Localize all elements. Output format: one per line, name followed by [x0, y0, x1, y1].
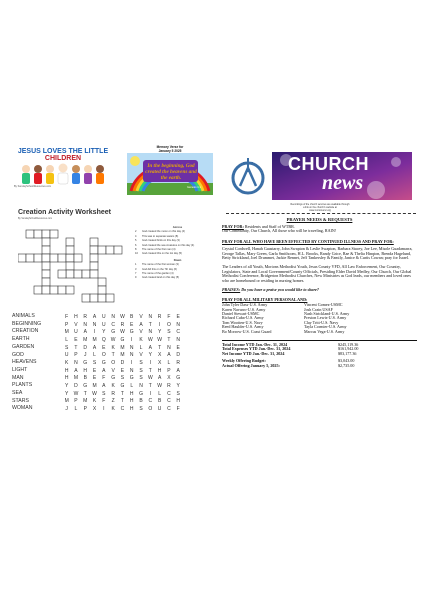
grid-row — [62, 405, 183, 413]
kids-graphic — [14, 148, 112, 188]
kids-caption: By SundaySchoolResources.com — [14, 185, 52, 188]
grid-letter: A — [148, 344, 152, 351]
grid-letter: D — [120, 359, 125, 366]
recording-credit — [236, 203, 404, 212]
down-clue — [135, 272, 220, 275]
grid-letter: T — [167, 336, 171, 343]
credit-line-2: a link on the church's website at — [303, 206, 337, 209]
grid-letter: E — [176, 344, 180, 351]
crossword-clues — [135, 226, 220, 281]
grid-row — [62, 390, 183, 398]
grid-letter: Q — [101, 336, 106, 343]
memory-verse-reference: Genesis 1:1 — [187, 186, 201, 189]
finance-value: $245,119.36 — [338, 341, 359, 347]
grid-letter: J — [65, 406, 68, 413]
down-clue — [135, 268, 220, 271]
clue-text: This was to separate waters (8) — [142, 234, 179, 238]
grid-letter: F — [167, 313, 171, 320]
grid-letter: K — [111, 383, 115, 390]
military-name: Preston Lewis-U.S. Army — [304, 315, 347, 321]
grid-letter: E — [102, 344, 106, 351]
grid-letter: C — [176, 329, 181, 336]
clue-text: God created this on the 1st day (5) — [142, 252, 182, 256]
memory-verse-heading — [125, 145, 215, 153]
grid-letter: D — [74, 383, 78, 390]
grid-letter: G — [129, 375, 134, 382]
illness-names: Crystal Cordwell, Hanah Guastarry, John Swapton & Leslie Swapton, Barbara Stacey, Joe Lee, Misole Guadamarra, George Tallas, Mary Green, Garla Smithcom, H.L. Brooks, Randy Grice, Rae & Thelia Hinqton, Brenda Hagelund, Betty Strickland, Joel Drummet, Jackie Rennet, Jeff Tankersley & Family, Janice & Curtis Cowan; pray for Israel. — [222, 245, 413, 261]
grid-letter: R — [111, 390, 115, 397]
grid-letter: T — [111, 352, 115, 359]
grid-letter: F — [102, 398, 106, 405]
grid-letter: S — [64, 344, 69, 351]
logo-word-church: CHURCH — [288, 154, 369, 174]
kids-title — [14, 148, 112, 162]
grid-letter: A — [102, 383, 106, 390]
grid-letter: G — [120, 336, 125, 343]
grid-letter: T — [148, 383, 152, 390]
grid-letter: A — [176, 367, 180, 374]
down-heading: Down — [173, 257, 182, 262]
grid-letter: F — [102, 375, 106, 382]
grid-letter: H — [129, 390, 134, 397]
clue-number: 1 — [135, 263, 137, 267]
military-list — [222, 303, 417, 334]
grid-letter: W — [73, 390, 79, 397]
grid-letter: R — [120, 321, 125, 328]
grid-letter: W — [147, 375, 153, 382]
word-list-item: GOD — [12, 351, 24, 358]
grid-letter: A — [139, 321, 143, 328]
grid-letter: W — [147, 336, 153, 343]
grid-letter: R — [167, 383, 171, 390]
grid-letter: B — [157, 398, 162, 405]
grid-letter: V — [111, 367, 115, 374]
word-list-item: MAN — [12, 374, 24, 381]
finance-table — [222, 340, 417, 369]
grid-letter: M — [92, 383, 97, 390]
grid-letter: O — [166, 321, 171, 328]
grid-letter: H — [64, 375, 69, 382]
grid-letter: M — [64, 398, 69, 405]
grid-letter: B — [130, 313, 134, 320]
grid-letter: G — [83, 359, 88, 366]
finance-row — [222, 364, 417, 369]
grid-row — [62, 344, 183, 352]
church-news-logo — [226, 150, 414, 202]
grid-letter: V — [74, 321, 78, 328]
word-list-item: EARTH — [12, 336, 30, 343]
grid-letter: L — [93, 352, 96, 359]
divider — [226, 213, 416, 214]
memory-verse-text: In the beginning, God created the heavens and the earth. — [145, 163, 197, 181]
grid-letter: C — [111, 321, 115, 328]
grid-letter: I — [93, 329, 96, 336]
memory-verse — [125, 145, 215, 200]
grid-letter: L — [74, 406, 78, 413]
finance-value: $83,177.36 — [338, 350, 357, 356]
grid-letter: U — [157, 406, 162, 413]
military-name: Richard Cuba-U.S. Army — [222, 315, 264, 321]
grid-letter: C — [167, 406, 171, 413]
grid-letter: P — [167, 367, 171, 374]
grid-letter: A — [167, 352, 171, 359]
military-name: Tayla Cormier-U.S. Army — [304, 324, 347, 330]
finance-label: Total Expenses YTD Jan.-Dec. 31, 2024 — [222, 346, 291, 352]
across-clues — [135, 230, 220, 255]
military-label: PRAY FOR ALL MILITARY PERSONAL AND: — [222, 297, 308, 303]
finance-value: $3,043.00 — [338, 358, 355, 364]
grid-letter: N — [167, 344, 171, 351]
grid-letter: E — [176, 313, 180, 320]
grid-letter: S — [139, 406, 143, 413]
illness-label: PRAY FOR ALL WHO HAVE BEEN EFFECTED BY CONTINUED ILLNESS AND PRAY FOR: — [222, 239, 394, 245]
grid-letter: U — [102, 321, 106, 328]
grid-letter: H — [64, 367, 69, 374]
grid-letter: Y — [64, 390, 69, 397]
military-name: Karen Navarro-U.S. Army — [222, 306, 266, 312]
grid-letter: I — [149, 390, 152, 397]
grid-letter: K — [139, 336, 143, 343]
praises-text: Do you have a praise you would like to share? — [240, 286, 319, 292]
grid-letter: M — [92, 336, 97, 343]
grid-letter: I — [149, 359, 152, 366]
military-name: Tom Wootten-U.S. Navy — [222, 319, 263, 325]
grid-row — [62, 336, 183, 344]
grid-letter: Y — [157, 329, 162, 336]
clue-number: 3 — [135, 267, 137, 271]
military-name: Nash Strickland-U.S. Army — [304, 310, 350, 316]
grid-letter: C — [148, 398, 153, 405]
word-list-item: STARS — [12, 397, 29, 404]
grid-letter: A — [83, 329, 87, 336]
grid-letter: H — [129, 398, 134, 405]
worksheet-title: Creation Activity Worksheet — [18, 209, 111, 216]
grid-row — [62, 398, 183, 406]
grid-letter: W — [157, 383, 162, 390]
grid-letter: S — [102, 390, 106, 397]
grid-letter: S — [176, 390, 180, 397]
grid-letter: T — [148, 367, 152, 374]
grid-letter: E — [92, 375, 97, 382]
military-name: Clay Tritt-U.S. Navy — [304, 319, 339, 325]
grid-letter: E — [92, 367, 97, 374]
praises-label: PRAISES: — [222, 286, 241, 292]
grid-letter: I — [103, 406, 105, 413]
clue-number: 7 — [135, 272, 137, 276]
grid-row — [62, 359, 183, 367]
word-list-item: GARDEN — [12, 343, 35, 350]
leaders-text: The Leaders of all Youth, Mortons Methodist Youth, Jesus County VFD, All Law Enforcement, Our Country, Legislators, State and Local Government/County Officials, Presiding Elder David Medley, Our Church, Our Global Methodist Conference, Bridgerton Methodist Churches, New Ministries as God leads, our members and loved ones who are homebound or residing in nursing homes. — [222, 263, 412, 284]
grid-row — [62, 351, 183, 359]
memory-verse-heading-line1: Memory Verse for — [156, 145, 184, 149]
grid-letter: K — [111, 344, 115, 351]
grid-row — [62, 382, 183, 390]
across-clue — [135, 235, 220, 238]
grid-letter: P — [74, 398, 78, 405]
grid-letter: N — [176, 336, 181, 343]
grid-letter: P — [74, 352, 78, 359]
grid-letter: N — [92, 321, 97, 328]
grid-letter: C — [167, 390, 171, 397]
memory-verse-banner — [127, 153, 213, 195]
clue-text: God created the moon on this day (4) — [142, 230, 185, 234]
grid-letter: C — [167, 398, 171, 405]
down-clue — [135, 263, 220, 266]
grid-letter: W — [92, 390, 97, 397]
kids-title-line2: CHILDREN — [44, 155, 82, 162]
grid-letter: J — [83, 352, 87, 359]
down-clue — [135, 276, 220, 279]
across-clue — [135, 252, 220, 255]
grid-letter: S — [139, 359, 143, 366]
grid-letter: O — [101, 352, 106, 359]
grid-letter: E — [130, 321, 134, 328]
clue-number: 4 — [135, 234, 137, 238]
grid-letter: F — [176, 406, 180, 413]
grid-letter: G — [120, 383, 125, 390]
word-list-item: PLANTS — [12, 382, 33, 389]
grid-letter: S — [139, 367, 143, 374]
grid-letter: I — [131, 336, 133, 343]
across-heading: Across — [172, 225, 183, 229]
clue-text: God created birds on this day (3) — [142, 239, 180, 243]
grid-letter: Y — [176, 383, 180, 390]
grid-letter: M — [83, 336, 88, 343]
memory-verse-heading-line2: January 5 2025 — [158, 149, 182, 153]
grid-letter: U — [64, 352, 69, 359]
grid-letter: G — [139, 390, 143, 397]
pray-for-text: Residents and Staff of WTBR. — [243, 223, 295, 229]
grid-letter: L — [65, 336, 69, 343]
clue-text: The name of the first woman (3) — [142, 263, 179, 267]
grid-letter: H — [74, 313, 78, 320]
word-list-item: LIGHT — [12, 366, 28, 373]
grid-letter: O — [148, 406, 153, 413]
grid-letter: P — [83, 406, 87, 413]
grid-letter: K — [64, 359, 69, 366]
word-list-item: CREATION — [12, 328, 39, 335]
grid-letter: V — [139, 329, 143, 336]
grid-letter: N — [148, 329, 153, 336]
grid-letter: A — [92, 344, 97, 351]
grid-row — [62, 328, 183, 336]
grid-letter: W — [120, 313, 125, 320]
pray-for — [222, 225, 417, 234]
grid-letter: D — [83, 344, 88, 351]
grid-letter: G — [129, 329, 134, 336]
across-clue — [135, 230, 220, 233]
pray-for-text2: Our Community, Our Church, All those who will be traveling, RAIN! — [222, 228, 337, 234]
grid-letter: W — [120, 329, 125, 336]
military-name: Marcus Vega-U.S. Army — [304, 328, 345, 334]
across-clue — [135, 244, 220, 247]
word-list-item: HEAVENS — [12, 359, 37, 366]
military-name: Josh Crain USAF — [304, 306, 333, 312]
grid-letter: V — [139, 313, 143, 320]
grid-letter: E — [74, 336, 78, 343]
grid-letter: G — [111, 329, 116, 336]
finance-label: Net Income YTD Jan.-Dec. 31, 2024 — [222, 350, 285, 356]
grid-letter: K — [92, 398, 97, 405]
grid-letter: U — [74, 329, 78, 336]
grid-letter: N — [129, 352, 134, 359]
grid-letter: A — [102, 367, 106, 374]
clue-text: God created the sea creatures on this day (4) — [142, 243, 195, 247]
grid-letter: H — [157, 367, 162, 374]
military-name: Bo Morrow-U.S. Coast Guard — [222, 328, 272, 334]
grid-letter: L — [158, 390, 161, 397]
grid-letter: M — [73, 375, 79, 382]
military-name: Daniel Stewart-USMC — [222, 310, 260, 316]
grid-row — [62, 321, 183, 329]
grid-letter: H — [83, 367, 88, 374]
grid-letter: S — [92, 359, 97, 366]
grid-letter: C — [120, 406, 125, 413]
credit-line-1: Recordings of the church services are available through — [290, 203, 350, 206]
grid-letter: T — [120, 398, 124, 405]
grid-letter: G — [176, 375, 181, 382]
prayer-section — [222, 218, 417, 368]
grid-letter: A — [92, 313, 97, 320]
grid-letter: N — [111, 313, 115, 320]
grid-letter: K — [111, 406, 115, 413]
prayer-heading: PRAYER NEEDS & REQUESTS — [286, 217, 353, 222]
grid-letter: T — [74, 344, 78, 351]
grid-letter: G — [83, 383, 88, 390]
grid-letter: A — [74, 367, 78, 374]
clue-number: 8 — [135, 248, 137, 252]
grid-letter: G — [111, 375, 116, 382]
clue-number: 2 — [135, 230, 137, 234]
clue-number: 10 — [135, 252, 138, 256]
grid-letter: X — [157, 352, 162, 359]
grid-letter: W — [110, 336, 116, 343]
grid-letter: N — [176, 321, 181, 328]
grid-letter: T — [158, 344, 162, 351]
grid-letter: N — [74, 359, 78, 366]
children-illustration — [18, 163, 108, 185]
clue-text: God did this on the 7th day (6) — [142, 267, 177, 271]
grid-letter: R — [157, 313, 162, 320]
clue-text: God created land on this day (5) — [142, 276, 180, 280]
grid-letter: L — [167, 359, 171, 366]
grid-letter: Y — [148, 352, 152, 359]
grid-letter: Y — [102, 329, 106, 336]
word-list-item: SEA — [12, 390, 23, 397]
clue-text: The name of the garden (4) — [142, 272, 174, 276]
grid-letter: V — [139, 352, 143, 359]
military-name: Reed Haulder-U.S. Army — [222, 324, 264, 330]
grid-letter: O — [111, 359, 116, 366]
logo-word-news: news — [322, 172, 364, 194]
grid-letter: A — [157, 375, 162, 382]
grid-letter: P — [64, 321, 69, 328]
down-clues — [135, 263, 220, 280]
military-name: Vincent Gomez-USMC — [304, 302, 343, 308]
grid-letter: F — [65, 313, 69, 320]
grid-letter: Y — [64, 383, 69, 390]
grid-letter: S — [139, 375, 143, 382]
grid-row — [62, 375, 183, 383]
grid-letter: N — [148, 313, 153, 320]
word-list-item: ANIMALS — [12, 313, 35, 319]
across-clue — [135, 248, 220, 251]
grid-letter: N — [139, 383, 143, 390]
grid-letter: M — [64, 329, 69, 336]
grid-letter: E — [120, 367, 125, 374]
grid-row — [62, 367, 183, 375]
grid-letter: X — [92, 406, 97, 413]
crossword-grid — [18, 226, 130, 308]
grid-letter: I — [158, 321, 161, 328]
grid-letter: L — [130, 383, 134, 390]
finance-label: Total Income YTD Jan.-Dec. 31, 2024 — [222, 341, 288, 347]
grid-letter: H — [176, 398, 181, 405]
across-clue — [135, 239, 220, 242]
grid-letter: W — [157, 336, 162, 343]
word-list — [12, 313, 41, 413]
grid-letter: X — [157, 359, 162, 366]
grid-letter: L — [139, 344, 143, 351]
word-list-item: WOMAN — [12, 405, 33, 412]
grid-letter: M — [120, 352, 125, 359]
grid-letter: M — [83, 398, 88, 405]
grid-letter: H — [129, 406, 134, 413]
grid-letter: T — [120, 390, 124, 397]
grid-letter: N — [129, 344, 134, 351]
grid-letter: Z — [111, 398, 115, 405]
worksheet-site: By SundaySchoolResources.com — [18, 218, 53, 220]
grid-letter: N — [129, 367, 134, 374]
finance-value: $161,942.00 — [338, 346, 359, 352]
finance-value: $2,735.00 — [338, 362, 355, 368]
grid-letter: R — [176, 359, 181, 366]
grid-letter: S — [120, 375, 125, 382]
grid-letter: N — [83, 321, 88, 328]
grid-letter: S — [167, 329, 171, 336]
word-list-item: BEGINNING — [12, 320, 42, 327]
finance-label: Weekly Offering Budget: — [222, 358, 266, 364]
grid-letter: D — [176, 352, 181, 359]
clue-number: 9 — [135, 276, 137, 280]
grid-letter: M — [120, 344, 125, 351]
grid-letter: B — [139, 398, 143, 405]
word-search-grid — [62, 313, 183, 413]
credit-line-3: www.mortonumc.org — [309, 209, 331, 212]
grid-letter: R — [83, 313, 88, 320]
grid-row — [62, 313, 183, 321]
pray-for-label: PRAY FOR: — [222, 223, 244, 229]
clue-number: 5 — [135, 239, 137, 243]
grid-letter: I — [131, 359, 133, 366]
military-name: John Tyler Dass-U.S. Army — [222, 302, 268, 308]
grid-letter: X — [167, 375, 171, 382]
grid-letter: U — [102, 313, 106, 320]
grid-letter: B — [83, 375, 87, 382]
grid-letter: T — [148, 321, 152, 328]
grid-letter: T — [83, 390, 87, 397]
clue-text: The name of the first man (4) — [142, 248, 176, 252]
clue-number: 6 — [135, 243, 137, 247]
grid-letter: G — [101, 359, 106, 366]
kids-title-line1: JESUS LOVES THE LITTLE — [17, 148, 109, 155]
finance-label: Actual Offering January 5, 2025: — [222, 362, 280, 368]
